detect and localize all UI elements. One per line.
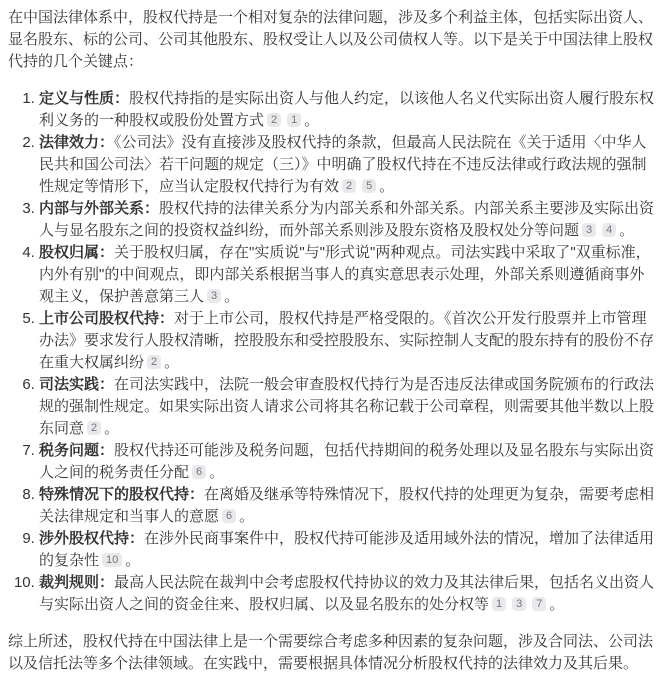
key-point-title: 定义与性质：	[39, 90, 130, 107]
sentence-end-punctuation: 。	[379, 178, 395, 195]
key-point-text: 股权代持的法律关系分为内部关系和外部关系。内部关系主要涉及实际出资人与显名股东之间的投资权益纠纷，而外部关系则涉及股东资格及股权处分等问题	[39, 200, 655, 239]
citation-badge[interactable]: 2	[87, 421, 101, 435]
citation-badge[interactable]: 4	[602, 223, 616, 237]
key-point-text: 关于股权归属，存在"实质说"与"形式说"两种观点。司法实践中采取了"双重标准，内外有别"的中间观点，即内部关系根据当事人的真实意思表示处理，外部关系则遵循商事外观主义，保护善意第三人	[39, 244, 651, 305]
key-points-list	[8, 88, 655, 616]
key-point-title: 司法实践：	[39, 376, 115, 393]
key-point-title: 税务问题：	[39, 442, 115, 459]
sentence-end-punctuation: 。	[304, 112, 320, 129]
citation-badge[interactable]: 6	[222, 509, 236, 523]
sentence-end-punctuation: 。	[224, 288, 240, 305]
key-point-item	[39, 528, 655, 572]
key-point-item	[39, 484, 655, 528]
citation-badge[interactable]: 3	[512, 597, 526, 611]
citation-badge[interactable]: 1	[492, 597, 506, 611]
citation-badge[interactable]: 2	[267, 113, 281, 127]
citation-badge[interactable]: 2	[147, 355, 161, 369]
conclusion-paragraph: 综上所述，股权代持在中国法律上是一个需要综合考虑多种因素的复杂问题，涉及合同法、公司法以及信托法等多个法律领域。在实践中，需要根据具体情况分析股权代持的法律效力及其后果。	[8, 633, 654, 672]
key-point-title: 裁判规则：	[39, 574, 115, 591]
key-point-text: 对于上市公司，股权代持是严格受限的。《首次公开发行股票并上市管理办法》要求发行人股权清晰，控股股东和受控股股东、实际控制人支配的股东持有的股份不存在重大权属纠纷	[39, 310, 655, 371]
key-point-text: 股权代持指的是实际出资人与他人约定，以该他人名义代实际出资人履行股东权利义务的一种股权或股份处置方式	[39, 90, 655, 129]
intro-paragraph: 在中国法律体系中，股权代持是一个相对复杂的法律问题，涉及多个利益主体，包括实际出资人、显名股东、标的公司、公司其他股东、股权受让人以及公司债权人等。以下是关于中国法律上股权代持的几个关键点：	[8, 9, 654, 70]
key-point-text: 最高人民法院在裁判中会考虑股权代持协议的效力及其法律后果，包括名义出资人与实际出资人之间的资金往来、股权归属、以及显名股东的处分权等	[39, 574, 655, 613]
key-point-title: 股权归属：	[39, 244, 115, 261]
key-point-title: 涉外股权代持：	[39, 530, 145, 547]
key-point-text: 在离婚及继承等特殊情况下，股权代持的处理更为复杂，需要考虑相关法律规定和当事人的意愿	[39, 486, 655, 525]
key-point-text: 在司法实践中，法院一般会审查股权代持行为是否违反法律或国务院颁布的行政法规的强制性规定。如果实际出资人请求公司将其名称记载于公司章程，则需要其他半数以上股东同意	[39, 376, 655, 437]
key-point-title: 特殊情况下的股权代持：	[39, 486, 205, 503]
sentence-end-punctuation: 。	[239, 508, 255, 525]
sentence-end-punctuation: 。	[619, 222, 635, 239]
sentence-end-punctuation: 。	[164, 354, 180, 371]
key-point-item	[39, 132, 655, 198]
key-point-item	[39, 440, 655, 484]
key-point-item	[39, 572, 655, 616]
citation-badge[interactable]: 6	[192, 465, 206, 479]
citation-badge[interactable]: 3	[207, 289, 221, 303]
citation-badge[interactable]: 1	[287, 113, 301, 127]
key-point-item	[39, 88, 655, 132]
sentence-end-punctuation: 。	[125, 552, 141, 569]
sentence-end-punctuation: 。	[549, 596, 565, 613]
key-point-item	[39, 308, 655, 374]
sentence-end-punctuation: 。	[104, 420, 120, 437]
citation-badge[interactable]: 7	[532, 597, 546, 611]
key-point-item	[39, 242, 655, 308]
citation-badge[interactable]: 10	[102, 553, 122, 567]
key-point-text: 股权代持还可能涉及税务问题，包括代持期间的税务处理以及显名股东与实际出资人之间的税务责任分配	[39, 442, 655, 481]
key-point-title: 法律效力：	[39, 134, 115, 151]
sentence-end-punctuation: 。	[209, 464, 225, 481]
citation-badge[interactable]: 2	[342, 179, 356, 193]
key-point-title: 内部与外部关系：	[39, 200, 160, 217]
key-point-text: 在涉外民商事案件中，股权代持可能涉及适用域外法的情况，增加了法律适用的复杂性	[39, 530, 655, 569]
key-point-title: 上市公司股权代持：	[39, 310, 175, 327]
citation-badge[interactable]: 5	[362, 179, 376, 193]
key-point-item	[39, 198, 655, 242]
citation-badge[interactable]: 3	[582, 223, 596, 237]
key-point-text: 《公司法》没有直接涉及股权代持的条款，但最高人民法院在《关于适用〈中华人民共和国公司法〉若干问题的规定（三）》中明确了股权代持在不违反法律或行政法规的强制性规定等情形下，应当认定股权代持行为有效	[39, 134, 647, 195]
key-point-item	[39, 374, 655, 440]
